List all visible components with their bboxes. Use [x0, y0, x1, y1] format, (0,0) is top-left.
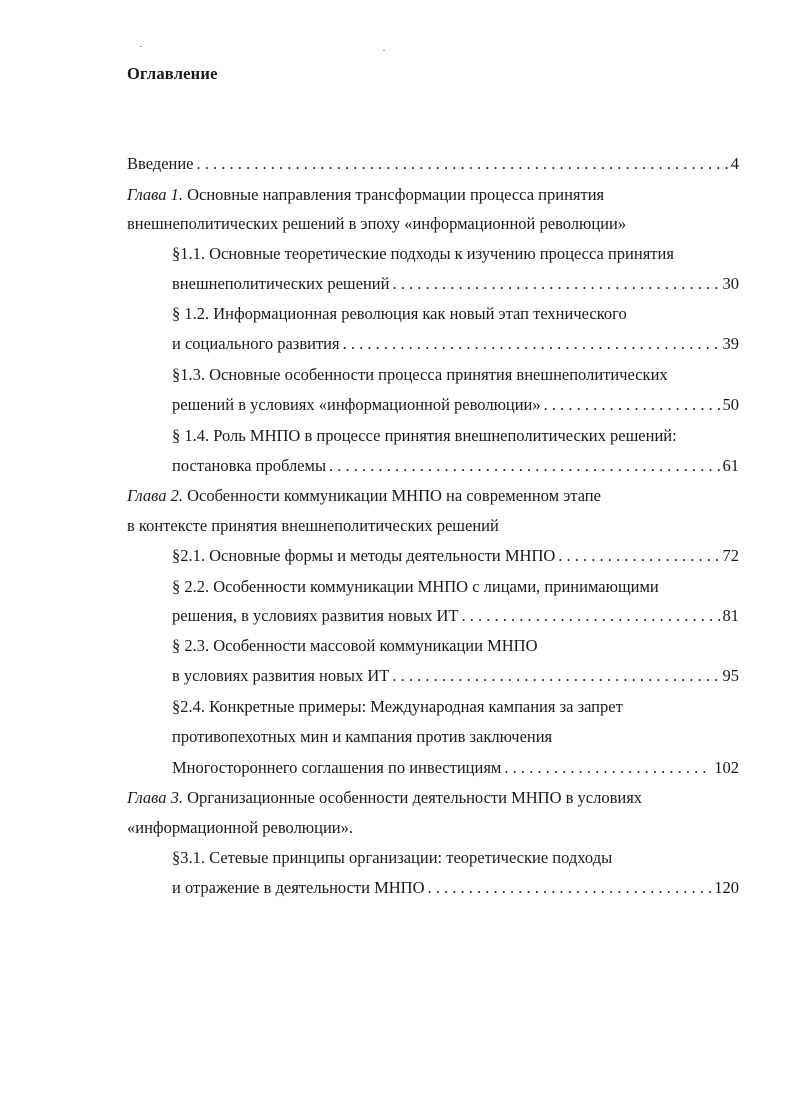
toc-entry-label: решения, в условиях развития новых ИТ — [172, 606, 459, 625]
toc-entry-label: §2.4. Конкретные примеры: Международная кампания за запрет — [172, 697, 623, 716]
chapter-number: Глава 1. — [127, 185, 183, 204]
toc-page-number: 95 — [722, 666, 739, 685]
dot-leader — [329, 456, 719, 476]
toc-entry-label: внешнеполитических решений — [172, 274, 390, 293]
toc-section-3-1[interactable] — [172, 848, 612, 868]
toc-entry-label: постановка проблемы — [172, 456, 327, 475]
toc-entry-label: Основные направления трансформации процесса принятия — [182, 185, 605, 204]
toc-chapter-2[interactable] — [127, 486, 601, 506]
toc-entry-label: в контексте принятия внешнеполитических решений — [127, 516, 499, 535]
dot-leader — [544, 395, 720, 415]
toc-entry-label: §3.1. Сетевые принципы организации: теоретические подходы — [172, 848, 613, 867]
toc-chapter-3-line-2 — [127, 818, 353, 838]
toc-entry-label: Особенности коммуникации МНПО на современном этапе — [182, 486, 601, 505]
toc-page-number: 50 — [722, 395, 739, 414]
toc-section-1-3-line-2[interactable] — [172, 395, 739, 415]
toc-entry-label: внешнеполитических решений в эпоху «информационной революции» — [127, 214, 627, 233]
toc-page-number: 39 — [722, 334, 739, 353]
toc-chapter-1[interactable] — [127, 185, 604, 205]
toc-entry-label: Введение — [127, 154, 194, 173]
toc-page-number: 120 — [714, 878, 739, 897]
toc-section-1-1-line-2[interactable] — [172, 274, 739, 294]
scan-speck — [383, 50, 385, 51]
toc-page-number: 4 — [730, 154, 739, 173]
toc-entry-label: §1.3. Основные особенности процесса принятия внешнеполитических — [172, 365, 668, 384]
toc-section-1-4-line-2[interactable] — [172, 456, 739, 476]
toc-entry-label: и социального развития — [172, 334, 340, 353]
toc-entry-label: и отражение в деятельности МНПО — [172, 878, 425, 897]
toc-entry-label: в условиях развития новых ИТ — [172, 666, 390, 685]
dot-leader — [392, 666, 719, 686]
toc-section-2-3-line-2[interactable] — [172, 666, 739, 686]
dot-leader — [343, 334, 720, 354]
dot-leader — [558, 546, 719, 566]
toc-section-1-1[interactable] — [172, 244, 674, 264]
toc-entry-label: §1.1. Основные теоретические подходы к изучению процесса принятия — [172, 244, 674, 263]
toc-chapter-3[interactable] — [127, 788, 642, 808]
toc-section-1-2-line-2[interactable] — [172, 334, 739, 354]
toc-title: Оглавление — [127, 64, 218, 83]
toc-entry-label: Организационные особенности деятельности МНПО в условиях — [182, 788, 643, 807]
toc-section-2-2-line-2[interactable] — [172, 606, 739, 626]
toc-page-number: 30 — [722, 274, 739, 293]
toc-entry-label: Многостороннего соглашения по инвестициям — [172, 758, 502, 777]
dot-leader — [197, 154, 728, 174]
toc-section-2-2[interactable] — [172, 577, 659, 597]
toc-section-3-1-line-2[interactable] — [172, 878, 739, 898]
toc-section-1-3[interactable] — [172, 365, 668, 385]
toc-section-2-4-line-3[interactable] — [172, 758, 739, 778]
dot-leader — [461, 606, 719, 626]
toc-page-number: 72 — [722, 546, 739, 565]
toc-page-number: 102 — [714, 758, 739, 777]
toc-entry-label: противопехотных мин и кампания против заключения — [172, 727, 553, 746]
toc-entry-label: решений в условиях «информационной революции» — [172, 395, 541, 414]
toc-section-1-4[interactable] — [172, 426, 677, 446]
toc-section-2-4-line-2 — [172, 727, 552, 747]
toc-entry-label: § 2.2. Особенности коммуникации МНПО с лицами, принимающими — [172, 577, 659, 596]
toc-entry-introduction[interactable] — [127, 154, 739, 174]
dot-leader — [428, 878, 712, 898]
toc-entry-label: § 2.3. Особенности массовой коммуникации МНПО — [172, 636, 538, 655]
scan-speck — [140, 46, 142, 47]
toc-page-number: 61 — [722, 456, 739, 475]
toc-page-number: 81 — [722, 606, 739, 625]
toc-section-2-4[interactable] — [172, 697, 623, 717]
toc-chapter-1-line-2 — [127, 214, 626, 234]
chapter-number: Глава 3. — [127, 788, 183, 807]
dot-leader — [504, 758, 711, 778]
toc-entry-label: § 1.2. Информационная революция как новый этап технического — [172, 304, 627, 323]
toc-section-1-2[interactable] — [172, 304, 627, 324]
toc-entry-label: §2.1. Основные формы и методы деятельности МНПО — [172, 546, 556, 565]
toc-section-2-3[interactable] — [172, 636, 538, 656]
toc-section-2-1[interactable] — [172, 546, 739, 566]
chapter-number: Глава 2. — [127, 486, 183, 505]
toc-entry-label: § 1.4. Роль МНПО в процессе принятия внешнеполитических решений: — [172, 426, 677, 445]
dot-leader — [392, 274, 719, 294]
toc-chapter-2-line-2 — [127, 516, 499, 536]
toc-entry-label: «информационной революции». — [127, 818, 353, 837]
